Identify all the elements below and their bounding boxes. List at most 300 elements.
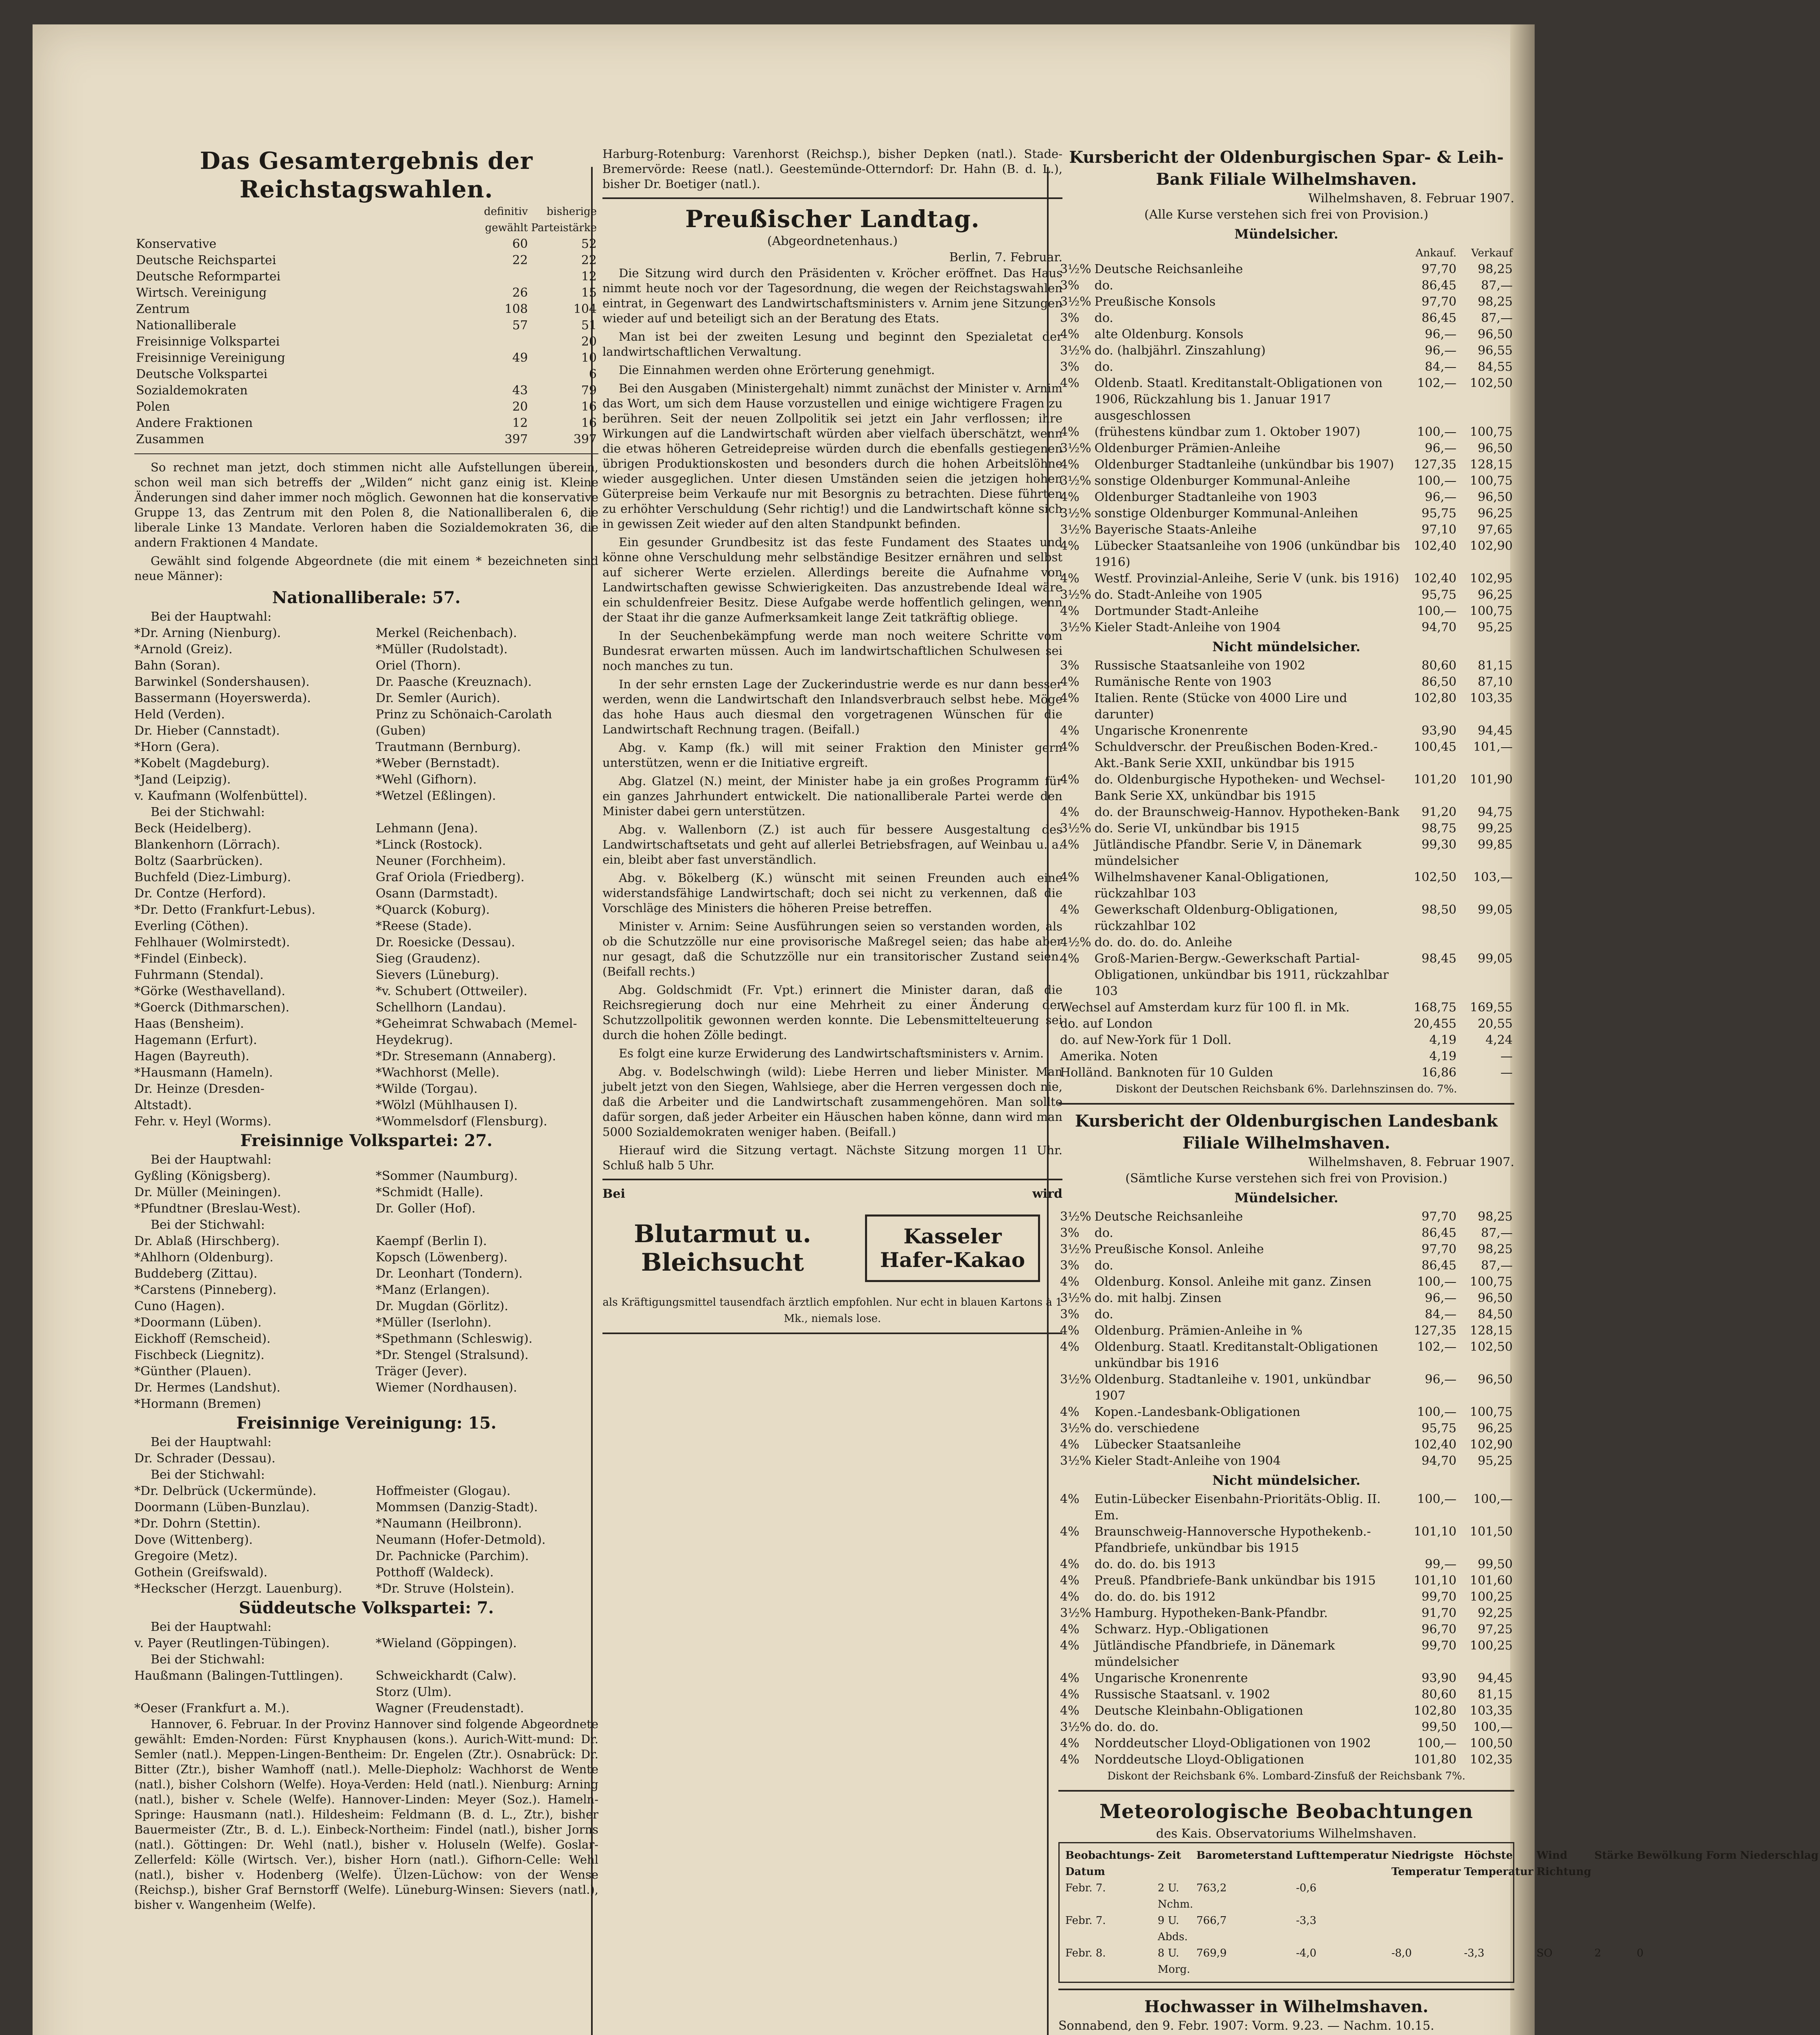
member-name: Barwinkel (Sondershausen). xyxy=(134,675,310,689)
party-row xyxy=(134,383,598,399)
landtag-paragraph: Man ist bei der zweiten Lesung und beginnt den Spezialetat der landwirtschaftlichen Verwaltung. xyxy=(602,330,1062,359)
kurs1-section: Mündelsicher. xyxy=(1234,226,1338,242)
ad-box-right: Kasseler Hafer-Kakao xyxy=(865,1214,1040,1282)
member-name xyxy=(134,1684,357,1700)
divider xyxy=(602,197,1062,199)
meteo-cell xyxy=(1704,1880,1739,1912)
kurs-row xyxy=(1058,326,1514,343)
kurs-cell: 102,50 xyxy=(1470,1340,1513,1354)
kurs-row xyxy=(1058,1420,1514,1437)
kurs-cell: 101,10 xyxy=(1414,1525,1456,1539)
kurs-cell: 100,— xyxy=(1417,474,1456,488)
member-name: *Ahlhorn (Oldenburg). xyxy=(134,1250,274,1265)
list-nl-haupt xyxy=(134,625,598,804)
party-cell: 20 xyxy=(581,335,597,349)
kurs-cell: 94,70 xyxy=(1421,1454,1456,1468)
member-name: Dr. Roesicke (Dessau). xyxy=(375,935,515,950)
kurs-row xyxy=(1058,375,1514,424)
kurs-cell: 16,86 xyxy=(1421,1066,1456,1080)
meteo-title: Meteorologische Beobachtungen xyxy=(1099,1800,1474,1823)
party-cell: 397 xyxy=(573,432,597,446)
kurs-cell: Braunschweig-Hannoversche Hypothekenb.-Pfandbriefe, unkündbar bis 1915 xyxy=(1094,1525,1371,1555)
kurs-row xyxy=(1058,522,1514,538)
kurs-cell: Kieler Stadt-Anleihe von 1904 xyxy=(1094,620,1281,635)
member-name: Bassermann (Hoyerswerda). xyxy=(134,691,311,705)
member-name: *Müller (Rudolstadt). xyxy=(375,642,508,656)
member-name: *Goerck (Dithmarschen). xyxy=(134,1000,289,1015)
kurs-row xyxy=(1058,343,1514,359)
member-name: Osann (Darmstadt). xyxy=(375,886,498,901)
kurs-row xyxy=(1058,1372,1514,1404)
ad-word-wird: wird xyxy=(1032,1187,1062,1201)
name-row xyxy=(134,755,598,772)
member-name: Gyßling (Königsberg). xyxy=(134,1169,271,1183)
name-row xyxy=(134,1081,598,1097)
kurs-cell: Preußische Konsol. Anleihe xyxy=(1094,1242,1264,1256)
ad-footnote: als Kräftigungsmittel tausendfach ärztlich empfohlen. Nur echt in blauen Kartons à 1 Mk., niemals lose. xyxy=(602,1296,1062,1325)
member-name: *Geheimrat Schwabach (Memel- xyxy=(375,1017,577,1031)
meteo-head-cell: Beobachtungs-Datum xyxy=(1065,1849,1155,1878)
landtag-paragraph: Abg. v. Wallenborn (Z.) ist auch für bessere Ausgestaltung des Landwirtschaftsetats und geht auf allerlei Betriebsfragen, auf Weinbau u. a. ein, bleibt aber fast unverständlich. xyxy=(602,823,1062,867)
kurs-cell: — xyxy=(1500,1049,1513,1063)
kurs-cell: Westf. Provinzial-Anleihe, Serie V (unk. bis 1916) xyxy=(1094,571,1399,586)
kurs-cell: 3% xyxy=(1060,1226,1080,1240)
member-name: Fehr. v. Heyl (Worms). xyxy=(134,1114,272,1129)
party-cell: 20 xyxy=(512,400,528,414)
kurs-cell: do. verschiedene xyxy=(1094,1421,1200,1435)
member-name: Hagen (Bayreuth). xyxy=(134,1049,250,1063)
kurs-cell: 3% xyxy=(1060,360,1080,374)
kurs-row xyxy=(1058,1735,1514,1752)
name-row xyxy=(134,723,598,739)
kurs1-diskont: Diskont der Deutschen Reichsbank 6%. Darlehnszinsen do. 7%. xyxy=(1115,1083,1457,1095)
list-fvg-haupt xyxy=(134,1451,598,1467)
member-name: *Oeser (Frankfurt a. M.). xyxy=(134,1701,290,1716)
kurs-cell: 100,— xyxy=(1417,1736,1456,1751)
member-name: Beck (Heidelberg). xyxy=(134,821,252,836)
kurs-row xyxy=(1058,1209,1514,1225)
kurs-cell: 99,50 xyxy=(1478,1557,1513,1571)
kurs-cell: 4% xyxy=(1060,457,1080,472)
kurs-cell: Norddeutsche Lloyd-Obligationen xyxy=(1094,1753,1304,1767)
member-name: Hoffmeister (Glogau). xyxy=(375,1484,511,1498)
party-row xyxy=(134,269,598,285)
kurs-cell: Ungarische Kronenrente xyxy=(1094,1671,1248,1685)
name-row xyxy=(134,1331,598,1347)
name-row xyxy=(134,788,598,804)
kurs-cell: 3½% xyxy=(1060,474,1091,488)
kurs-cell: 3½% xyxy=(1060,1606,1091,1620)
meteo-table xyxy=(1064,1847,1820,1978)
party-row xyxy=(134,350,598,366)
kurs-cell: 86,45 xyxy=(1421,311,1456,325)
name-row xyxy=(134,1380,598,1396)
kurs-cell: 100,— xyxy=(1473,1492,1513,1506)
party-cell: Freisinnige Vereinigung xyxy=(136,351,285,365)
party-row xyxy=(134,301,598,317)
meteo-cell: 0 xyxy=(1636,1947,1644,1959)
kurs-cell: do. xyxy=(1094,1307,1113,1322)
member-name xyxy=(376,1451,598,1467)
kurs-cell: — xyxy=(1500,1066,1513,1080)
kurs-cell: 100,75 xyxy=(1470,425,1513,439)
kurs-cell: 101,80 xyxy=(1414,1753,1456,1767)
kurs-cell: 4% xyxy=(1060,675,1080,689)
name-row xyxy=(134,641,598,658)
kurs-cell: do. auf London xyxy=(1060,1017,1153,1031)
party-head-previous: bisherige Parteistärke xyxy=(531,206,597,234)
name-row xyxy=(134,1000,598,1016)
kurs2-note: (Sämtliche Kurse verstehen sich frei von Provision.) xyxy=(1125,1171,1448,1186)
party-cell: 60 xyxy=(512,237,528,251)
kurs-cell: 86,45 xyxy=(1421,278,1456,293)
meteo-cell: Febr. 8. xyxy=(1065,1947,1106,1959)
party-cell: 79 xyxy=(581,383,597,398)
member-name: Neuner (Forchheim). xyxy=(375,854,506,868)
kurs2-table xyxy=(1058,1209,1514,1469)
kurs-cell: Russische Staatsanl. v. 1902 xyxy=(1094,1687,1270,1702)
kurs-cell: 100,25 xyxy=(1470,1590,1513,1604)
name-row xyxy=(134,967,598,983)
kurs-cell: 91,70 xyxy=(1421,1606,1456,1620)
member-name: Blankenhorn (Lörrach). xyxy=(134,838,280,852)
meteo-head-cell: Wind Richtung xyxy=(1536,1849,1591,1878)
member-name: *Dr. Stengel (Stralsund). xyxy=(375,1348,529,1362)
party-cell: 12 xyxy=(581,269,597,284)
kurs-cell: 3% xyxy=(1060,1307,1080,1322)
meteo-cell xyxy=(1462,1880,1535,1912)
member-name: *Wetzel (Eßlingen). xyxy=(375,789,496,803)
meteo-cell: -0,6 xyxy=(1296,1882,1316,1894)
name-row xyxy=(134,886,598,902)
kurs-row xyxy=(1058,674,1514,690)
kurs-cell: do. mit halbj. Zinsen xyxy=(1094,1291,1222,1305)
label-stich: Bei der Stichwahl: xyxy=(151,1468,265,1482)
member-name: Heydekrug). xyxy=(375,1033,453,1047)
kurs-cell: 99,05 xyxy=(1478,952,1513,966)
landtag-paragraph: Abg. v. Bodelschwingh (wild): Liebe Herren und lieber Minister. Man jubelt jetzt von den Siegen, Wahlsiege, aber die Herren vergessen doch nie, daß die Arbeiter und die Landwirtschaft zusammengehören. Man sollte dafür sorgen, daß jeder Arbeiter ein Häuschen haben könne, dann wird man 5000 Sozialdemokraten weniger haben. (Beifall.) xyxy=(602,1065,1062,1139)
kurs-row xyxy=(1058,658,1514,674)
kurs-cell: 3½% xyxy=(1060,1454,1091,1468)
meteo-cell: 2 U. Nchm. xyxy=(1158,1882,1194,1910)
name-row xyxy=(134,1249,598,1266)
member-name: *Dr. Dohrn (Stettin). xyxy=(134,1516,261,1531)
kurs1-table xyxy=(1058,245,1514,636)
divider xyxy=(602,1333,1062,1334)
member-name: *Spethmann (Schleswig). xyxy=(375,1332,533,1346)
member-name: *Müller (Iserlohn). xyxy=(375,1315,492,1330)
name-row xyxy=(134,1635,598,1652)
kurs-row xyxy=(1058,587,1514,603)
label-haupt: Bei der Hauptwahl: xyxy=(151,1620,272,1634)
member-name: *Wachhorst (Melle). xyxy=(375,1066,500,1080)
para-text: Hannover, 6. Februar. In der Provinz Hannover sind folgende Abgeordnete gewählt: Emden-Norden: Fürst Knyphausen (kons.). Aurich-Witt-mund: Dr. Semler (natl.). Meppen-Lingen-Bentheim: Dr. Engelen (Ztr.). Osnabrück: Dr. Bitter (Ztr.), bisher Wamhoff (natl.). Melle-Diepholz: Wachhorst de Wente (natl.), bisher Colshorn (Welfe). Hoya-Verden: Held (natl.). Nienburg: Arning (natl.), bisher v. Schele (Welfe). Hannover-Linden: Meyer (Soz.). Hameln-Springe: Hausmann (natl.). Hildesheim: Feldmann (B. d. L., Ztr.), bisher Bauermeister (Ztr., B. d. L.). Einbeck-Northeim: Findel (natl.), bisher Jorns (natl.). Göttingen: Dr. Wehl (natl.), bisher v. Holuseln (Welfe). Goslar-Zellerfeld: Kölle (Wirtsch. Ver.), bisher Horn (natl.). Gifhorn-Celle: Wehl (natl.), bisher v. Hodenberg (Welfe). Ülzen-Lüchow: von der Wense (Reichsp.), bisher Graf Bernstorff (Welfe). Lüneburg-Winsen: Sievers (natl.), bisher v. Wangenheim (Welfe). xyxy=(134,1717,598,1912)
kurs-row xyxy=(1058,1290,1514,1306)
party-row xyxy=(134,431,598,448)
meteo-cell xyxy=(1635,1912,1704,1945)
kurs-cell: 4% xyxy=(1060,1275,1080,1289)
kurs-cell: 87,— xyxy=(1481,1258,1513,1273)
kurs-cell: 4% xyxy=(1060,1622,1080,1637)
kurs-cell: 84,— xyxy=(1425,360,1456,374)
kurs-cell: alte Oldenburg. Konsols xyxy=(1094,327,1244,341)
ad-top-words xyxy=(602,1186,1062,1202)
kurs-cell: 99,— xyxy=(1425,1557,1456,1571)
meteo-cell xyxy=(1593,1912,1635,1945)
kurs-cell: Deutsche Kleinbahn-Obligationen xyxy=(1094,1704,1303,1718)
name-row xyxy=(134,1548,598,1565)
landtag-dateline: Berlin, 7. Februar. xyxy=(949,250,1062,265)
kurs-cell: 20,455 xyxy=(1414,1017,1456,1031)
meteo-head-cell: Stärke xyxy=(1594,1849,1634,1862)
kurs-cell: Oldenburg. Prämien-Anleihe in % xyxy=(1094,1324,1303,1338)
kurs-cell: Gewerkschaft Oldenburg-Obligationen, rückzahlbar 102 xyxy=(1094,903,1338,933)
name-row xyxy=(134,1363,598,1380)
kurs-cell: 101,20 xyxy=(1414,772,1456,787)
divider xyxy=(134,453,598,454)
party-cell: 51 xyxy=(581,318,597,333)
party-cell: 22 xyxy=(581,253,597,267)
kurs-cell: 4% xyxy=(1060,539,1080,553)
member-name: Trautmann (Bernburg). xyxy=(375,740,521,754)
kurs-cell: 99,30 xyxy=(1421,838,1456,852)
kurs-cell: (frühestens kündbar zum 1. Oktober 1907) xyxy=(1094,425,1360,439)
party-cell: Zentrum xyxy=(136,302,190,316)
meteo-box xyxy=(1058,1842,1819,1983)
meteo-head-cell: Bewölkung xyxy=(1636,1849,1703,1862)
meteo-cell xyxy=(1462,1912,1535,1945)
kurs-cell: 103,35 xyxy=(1470,691,1513,705)
advertisement xyxy=(602,1214,1062,1282)
member-name: Dr. Hieber (Cannstadt). xyxy=(134,724,280,738)
name-row xyxy=(134,853,598,869)
kurs-cell: 80,60 xyxy=(1421,659,1456,673)
kurs-cell: Preußische Konsols xyxy=(1094,295,1216,309)
party-cell: Andere Fraktionen xyxy=(136,416,253,430)
kurs-cell: 4% xyxy=(1060,691,1080,705)
kurs-cell: do. do. do. bis 1913 xyxy=(1094,1557,1216,1571)
kurs-row xyxy=(1058,359,1514,375)
name-row xyxy=(134,902,598,918)
kurs2-date: Wilhelmshaven, 8. Februar 1907. xyxy=(1308,1155,1514,1169)
para-text: Gewählt sind folgende Abgeordnete (die mit einem * bezeichneten sind neue Männer): xyxy=(134,554,598,583)
kurs-cell: 99,25 xyxy=(1478,821,1513,836)
member-name: *Sommer (Naumburg). xyxy=(375,1169,518,1183)
kurs-cell: 99,05 xyxy=(1478,903,1513,917)
kurs-cell: 100,75 xyxy=(1470,474,1513,488)
landtag-paragraph: Bei den Ausgaben (Ministergehalt) nimmt zunächst der Minister v. Arnim das Wort, um sich dem Hause vorzustellen und einige wichtigere Fragen zu berühren. Seit der neuen Zollpolitik sei jetzt ein Jahr verflossen; ihre Wirkungen auf die Landwirtschaft würden aber vielfach überschätzt, wenn die etwas höheren Getreidepreise würden durch die ebenfalls gestiegenen übrigen Produktionskosten und besonders durch die hohen Arbeitslöhne wieder ausgeglichen. Unter diesen Umständen seien die jetzigen hohen Güterpreise beim Verkaufe nur mit Besorgnis zu betrachten. Diese führten zu erhöhter Verschuldung (Sehr richtig!) und die Landwirtschaft könne sich in gewissen Zeit wieder auf den alten Standpunkt befinden. xyxy=(602,381,1062,531)
election-para-1 xyxy=(134,460,598,550)
kurs-cell: 102,40 xyxy=(1414,1438,1456,1452)
kurs-row xyxy=(1058,538,1514,571)
kurs-row xyxy=(1058,1621,1514,1638)
party-cell xyxy=(473,334,530,350)
kurs-cell: Oldenburg. Konsol. Anleihe mit ganz. Zinsen xyxy=(1094,1275,1372,1289)
name-row xyxy=(134,1282,598,1298)
kurs-cell: 93,90 xyxy=(1421,724,1456,738)
kurs-cell: 84,50 xyxy=(1478,1307,1513,1322)
kurs-cell: 3% xyxy=(1060,659,1080,673)
kurs-cell: 92,25 xyxy=(1478,1606,1513,1620)
kurs-cell: do. (halbjährl. Zinszahlung) xyxy=(1094,344,1266,358)
kurs2-section: Mündelsicher. xyxy=(1234,1190,1338,1206)
kurs-row xyxy=(1058,1524,1514,1556)
kurs-cell: 168,75 xyxy=(1414,1000,1456,1015)
member-name: *Wommelsdorf (Flensburg). xyxy=(375,1114,548,1129)
kurs-cell: 96,70 xyxy=(1421,1622,1456,1637)
kurs-cell: 4% xyxy=(1060,327,1080,341)
party-cell xyxy=(473,366,530,383)
member-name: *Naumann (Heilbronn). xyxy=(375,1516,522,1531)
kurs-cell: do. xyxy=(1094,1226,1113,1240)
kurs-row xyxy=(1058,1000,1514,1016)
kurs-cell: Italien. Rente (Stücke von 4000 Lire und darunter) xyxy=(1094,691,1347,722)
member-name: Dr. Mugdan (Görlitz). xyxy=(375,1299,508,1313)
kurs-cell: 4% xyxy=(1060,1639,1080,1653)
member-name: Wiemer (Nordhausen). xyxy=(375,1381,517,1395)
kurs-cell: 96,— xyxy=(1425,1372,1456,1387)
party-cell: 104 xyxy=(573,302,597,316)
section-head-nl: Nationalliberale: 57. xyxy=(272,588,461,607)
member-name: Wagner (Freudenstadt). xyxy=(375,1701,524,1716)
kurs-cell: 84,— xyxy=(1425,1307,1456,1322)
kurs-cell: Kopen.-Landesbank-Obligationen xyxy=(1094,1405,1301,1419)
kurs-cell: 94,70 xyxy=(1421,620,1456,635)
member-name: *Wölzl (Mühlhausen I). xyxy=(375,1098,518,1112)
member-name: Gregoire (Metz). xyxy=(134,1549,238,1563)
member-name: Buchfeld (Diez-Limburg). xyxy=(134,870,291,884)
kurs-row xyxy=(1058,1703,1514,1719)
kurs-cell xyxy=(1402,934,1458,951)
name-row xyxy=(134,869,598,886)
name-row xyxy=(134,658,598,674)
member-name: *Jand (Leipzig). xyxy=(134,772,231,787)
kurs1-note: (Alle Kurse verstehen sich frei von Provision.) xyxy=(1144,208,1428,222)
kurs-cell: 127,35 xyxy=(1414,1324,1456,1338)
member-name: Everling (Cöthen). xyxy=(134,919,249,933)
member-name: *Findel (Einbeck). xyxy=(134,952,247,966)
kurs-cell: 99,85 xyxy=(1478,838,1513,852)
landtag-paragraph: Abg. v. Bökelberg (K.) wünscht mit seinen Freunden auch eine widerstandsfähige Landwirtschaft; doch sei nicht zu verkennen, daß die Vorschläge des Ministers die höheren Preise betreffen. xyxy=(602,871,1062,915)
kurs-cell: Bayerische Staats-Anleihe xyxy=(1094,523,1257,537)
kurs-row xyxy=(1058,1453,1514,1469)
kurs-cell: Jütländische Pfandbriefe, in Dänemark mündelsicher xyxy=(1094,1639,1335,1669)
kurs-cell: 94,45 xyxy=(1478,724,1513,738)
meteo-cell xyxy=(1635,1880,1704,1912)
kurs-row xyxy=(1058,1573,1514,1589)
member-name: *Weber (Bernstadt). xyxy=(375,756,500,770)
kurs-cell: do. der Braunschweig-Hannov. Hypotheken-Bank xyxy=(1094,805,1399,819)
member-name: *Günther (Plauen). xyxy=(134,1364,252,1379)
member-name xyxy=(376,1396,598,1412)
meteo-cell xyxy=(1390,1880,1462,1912)
kurs-cell: 84,55 xyxy=(1478,360,1513,374)
kurs-row xyxy=(1058,1638,1514,1670)
divider xyxy=(1058,1790,1514,1792)
kurs-cell: 3½% xyxy=(1060,620,1091,635)
party-cell: Zusammen xyxy=(136,432,204,446)
hochwasser-text: Sonnabend, den 9. Febr. 1907: Vorm. 9.23. — Nachm. 10.15. xyxy=(1058,2019,1435,2033)
kurs1-section-2: Nicht mündelsicher. xyxy=(1212,639,1360,654)
kurs-cell: 100,75 xyxy=(1470,604,1513,618)
name-row xyxy=(134,1233,598,1249)
kurs-cell: 95,75 xyxy=(1421,588,1456,602)
kurs-cell: 101,50 xyxy=(1470,1525,1513,1539)
kurs-cell: 87,— xyxy=(1481,1226,1513,1240)
kurs-cell: 98,25 xyxy=(1478,1210,1513,1224)
party-cell: 49 xyxy=(512,351,528,365)
meteo-cell xyxy=(1390,1912,1462,1945)
kurs-cell: 101,90 xyxy=(1470,772,1513,787)
kurs-cell: 3½% xyxy=(1060,1421,1091,1435)
name-row xyxy=(134,707,598,723)
kurs-cell: 100,75 xyxy=(1470,1275,1513,1289)
kurs-cell: 102,40 xyxy=(1414,571,1456,586)
kurs-cell: 102,35 xyxy=(1470,1753,1513,1767)
kurs-cell: 102,90 xyxy=(1470,1438,1513,1452)
landtag-paragraph: In der sehr ernsten Lage der Zuckerindustrie werde es nur dann besser werden, wenn die Landwirtschaft den Inlandsverbrauch selbst hebe. Möge das hohe Haus auch diesmal den vorgetragenen Wünschen für die Landwirtschaft Rechnung tragen. (Beifall.) xyxy=(602,677,1062,736)
kurs-cell: 97,10 xyxy=(1421,523,1456,537)
landtag-paragraph: Es folgt eine kurze Erwiderung des Landwirtschaftsministers v. Arnim. xyxy=(619,1046,1044,1060)
name-row xyxy=(134,1184,598,1201)
member-name: *Arnold (Greiz). xyxy=(134,642,233,656)
kurs-cell: 100,75 xyxy=(1470,1405,1513,1419)
kurs-cell: 128,15 xyxy=(1470,457,1513,472)
kurs-cell: Russische Staatsanleihe von 1902 xyxy=(1094,659,1305,673)
member-name: *Dr. Arning (Nienburg). xyxy=(134,626,281,640)
member-name: Gothein (Greifswald). xyxy=(134,1565,268,1580)
meteo-cell: 2 xyxy=(1594,1947,1601,1959)
hannover-report xyxy=(134,1717,598,1912)
member-name: Fischbeck (Liegnitz). xyxy=(134,1348,265,1362)
member-name: *Dr. Delbrück (Uckermünde). xyxy=(134,1484,317,1498)
kurs2-diskont: Diskont der Reichsbank 6%. Lombard-Zinsfuß der Reichsbank 7%. xyxy=(1107,1770,1465,1782)
name-row xyxy=(134,1396,598,1412)
kurs-cell: 87,— xyxy=(1481,278,1513,293)
kurs-cell: 4% xyxy=(1060,1704,1080,1718)
member-name: Lehmann (Jena). xyxy=(375,821,478,836)
kurs-row xyxy=(1058,489,1514,505)
meteo-cell: -8,0 xyxy=(1391,1947,1412,1959)
kurs-cell: 4% xyxy=(1060,604,1080,618)
name-row xyxy=(134,1097,598,1114)
member-name: (Guben) xyxy=(375,724,426,738)
hochwasser-title: Hochwasser in Wilhelmshaven. xyxy=(1144,1997,1428,2016)
kurs-row xyxy=(1058,278,1514,294)
party-row xyxy=(134,317,598,334)
kurs-row xyxy=(1058,603,1514,619)
party-cell: 108 xyxy=(504,302,528,316)
kurs-cell: 100,— xyxy=(1473,1720,1513,1734)
kurs-cell: 97,65 xyxy=(1478,523,1513,537)
kurs1-date: Wilhelmshaven, 8. Februar 1907. xyxy=(1308,191,1514,206)
member-name: Mommsen (Danzig-Stadt). xyxy=(375,1500,538,1514)
kurs-cell: 3% xyxy=(1060,1258,1080,1273)
name-row xyxy=(134,1451,598,1467)
kurs-cell: do. auf New-York für 1 Doll. xyxy=(1060,1033,1232,1047)
kurs-cell: 4% xyxy=(1060,1492,1080,1506)
kurs-row xyxy=(1058,1491,1514,1524)
name-row xyxy=(134,983,598,1000)
name-row xyxy=(134,1668,598,1684)
kurs-cell: Preuß. Pfandbriefe-Bank unkündbar bis 1915 xyxy=(1094,1573,1376,1588)
member-name: Dove (Wittenberg). xyxy=(134,1533,253,1547)
kurs-cell: 3½% xyxy=(1060,1372,1091,1387)
kurs-cell: 3½% xyxy=(1060,1720,1091,1734)
member-name: Prinz zu Schönaich-Carolath xyxy=(375,707,552,722)
name-row xyxy=(134,1581,598,1597)
kurs-cell: 95,75 xyxy=(1421,506,1456,521)
